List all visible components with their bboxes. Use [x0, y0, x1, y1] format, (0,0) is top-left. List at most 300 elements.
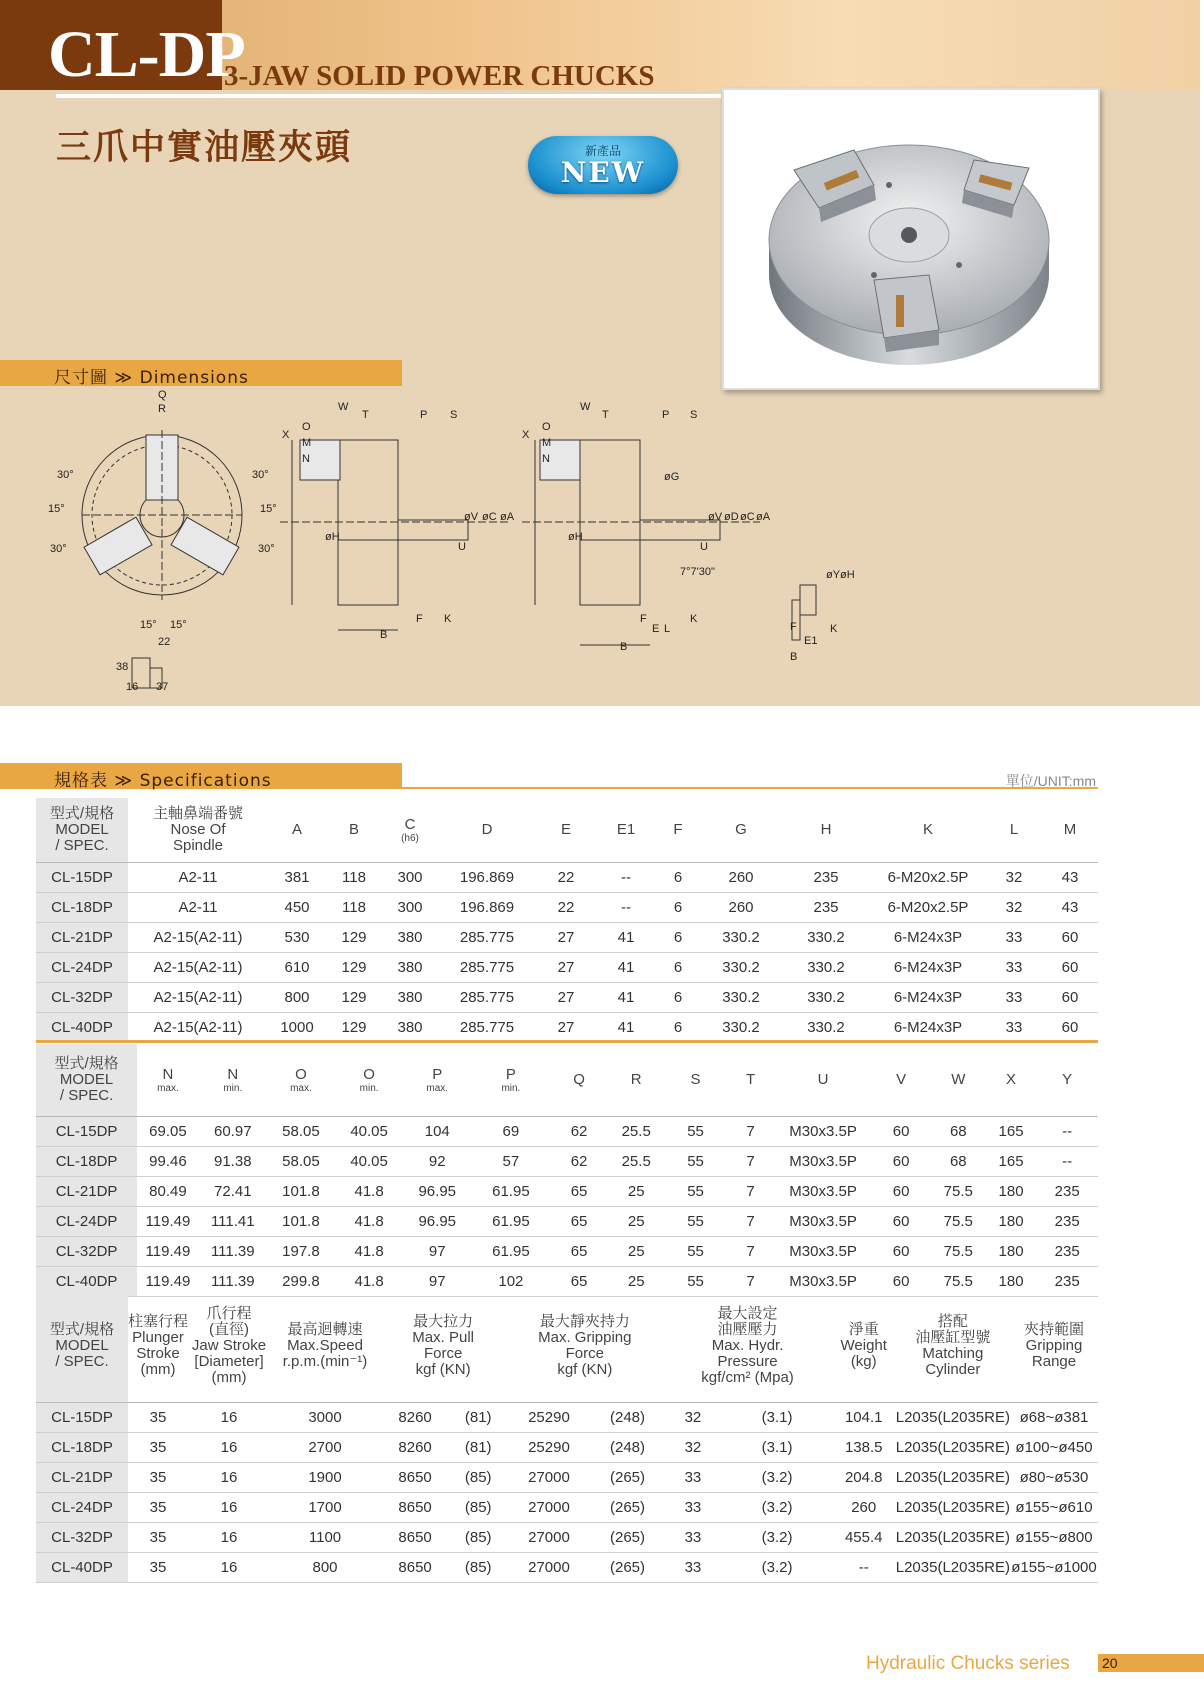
model-code: CL-DP: [48, 18, 245, 91]
table-cell: 180: [986, 1207, 1037, 1237]
table-cell: M30x3.5P: [775, 1147, 872, 1177]
table-cell: 8260: [380, 1433, 450, 1463]
table-cell: 8650: [380, 1553, 450, 1583]
table-cell: 55: [665, 1207, 727, 1237]
table-cell: 165: [986, 1117, 1037, 1147]
table-cell: 235: [1036, 1237, 1098, 1267]
table-cell: 16: [188, 1523, 270, 1553]
side1-label: M: [302, 437, 312, 449]
detail-label: øH: [840, 569, 855, 581]
table-cell: 41.8: [335, 1207, 403, 1237]
table-cell: ø68~ø381: [1010, 1403, 1098, 1433]
table-cell: 65: [550, 1237, 607, 1267]
table-cell: 58.05: [267, 1117, 335, 1147]
side2-label: F: [640, 613, 647, 625]
side1-label: øC: [482, 511, 497, 523]
table-cell: 1000: [268, 1013, 326, 1043]
front-label: 22: [158, 636, 171, 648]
table-cell: ø80~ø530: [1010, 1463, 1098, 1493]
front-label: 15°: [260, 503, 277, 515]
table-cell: 27000: [506, 1553, 591, 1583]
table-cell: 260: [700, 863, 782, 893]
table-cell: 6: [656, 863, 700, 893]
table-cell: 61.95: [471, 1177, 550, 1207]
col-header: 淨重 Weight (kg): [832, 1290, 896, 1403]
spec-table-2: [36, 1044, 1098, 1297]
title-en: 3-JAW SOLID POWER CHUCKS: [224, 60, 655, 92]
new-badge-small: 新產品: [584, 144, 621, 158]
table-cell: 65: [550, 1267, 607, 1297]
table-cell: 235: [782, 893, 870, 923]
side-view-2-labels: [522, 401, 771, 653]
table-cell: --: [1036, 1147, 1098, 1177]
table-cell: 2700: [270, 1433, 380, 1463]
table-cell: M30x3.5P: [775, 1237, 872, 1267]
table-cell: A2-11: [128, 893, 268, 923]
front-label: 30°: [252, 469, 269, 481]
side2-label: X: [522, 429, 530, 441]
col-header: 最大拉力 Max. Pull Force kgf (KN): [380, 1290, 506, 1403]
table-cell: 33: [986, 983, 1042, 1013]
table-cell: 43: [1042, 893, 1098, 923]
table-cell: 235: [1036, 1207, 1098, 1237]
table-cell: 60: [871, 1177, 930, 1207]
table-cell: (3.2): [722, 1463, 831, 1493]
table-cell: 138.5: [832, 1433, 896, 1463]
side1-label: F: [416, 613, 423, 625]
table-cell: 65: [550, 1207, 607, 1237]
table-cell: 180: [986, 1177, 1037, 1207]
table-row: [36, 1493, 1098, 1523]
table-cell: 40.05: [335, 1117, 403, 1147]
table-cell: 41: [596, 1013, 656, 1043]
side1-label: T: [362, 409, 369, 421]
table-cell: 8650: [380, 1463, 450, 1493]
table-cell: (81): [450, 1403, 506, 1433]
col-header: T: [726, 1044, 774, 1117]
table-cell: 62: [550, 1117, 607, 1147]
col-header: G: [700, 798, 782, 863]
table-cell: ø155~ø1000: [1010, 1553, 1098, 1583]
table-cell: 300: [382, 863, 438, 893]
table-cell: 27: [536, 1013, 596, 1043]
col-header: E1: [596, 798, 656, 863]
detail-label: B: [790, 651, 798, 663]
table-cell: 380: [382, 1013, 438, 1043]
table-cell: L2035(L2035RE): [896, 1463, 1010, 1493]
model-cell: CL-21DP: [36, 1177, 137, 1207]
table-cell: 41.8: [335, 1237, 403, 1267]
table-cell: 196.869: [438, 863, 536, 893]
col-header: N min.: [199, 1044, 267, 1117]
table-cell: 97: [403, 1237, 471, 1267]
table-cell: --: [1036, 1117, 1098, 1147]
model-cell: CL-15DP: [36, 863, 128, 893]
table-cell: 111.39: [199, 1267, 267, 1297]
table-cell: 25: [608, 1177, 665, 1207]
model-cell: CL-24DP: [36, 953, 128, 983]
col-header: S: [665, 1044, 727, 1117]
table-cell: 450: [268, 893, 326, 923]
col-header: A: [268, 798, 326, 863]
model-cell: CL-32DP: [36, 1237, 137, 1267]
col-header: L: [986, 798, 1042, 863]
table-cell: 7: [726, 1237, 774, 1267]
table-row: [36, 1433, 1098, 1463]
table-cell: 380: [382, 953, 438, 983]
table-cell: 41.8: [335, 1267, 403, 1297]
table-cell: 22: [536, 893, 596, 923]
table-cell: 96.95: [403, 1207, 471, 1237]
col-header: P min.: [471, 1044, 550, 1117]
table-cell: ø155~ø800: [1010, 1523, 1098, 1553]
table-cell: 60: [871, 1147, 930, 1177]
model-header: 型式/規格 MODEL / SPEC.: [36, 798, 128, 863]
col-header: W: [931, 1044, 986, 1117]
col-header: 搭配 油壓缸型號 Matching Cylinder: [896, 1290, 1010, 1403]
col-header: P max.: [403, 1044, 471, 1117]
table-cell: 55: [665, 1117, 727, 1147]
table-row: [36, 863, 1098, 893]
table-cell: 102: [471, 1267, 550, 1297]
table-cell: M30x3.5P: [775, 1177, 872, 1207]
table-cell: 330.2: [782, 1013, 870, 1043]
table-cell: 119.49: [137, 1237, 199, 1267]
table-cell: 32: [663, 1403, 722, 1433]
table-cell: 380: [382, 923, 438, 953]
col-header: M: [1042, 798, 1098, 863]
table-cell: 8260: [380, 1403, 450, 1433]
specs-rule: [402, 787, 1098, 789]
table-cell: 197.8: [267, 1237, 335, 1267]
front-label: 30°: [50, 543, 67, 555]
table-cell: 41: [596, 923, 656, 953]
table-cell: (265): [592, 1523, 664, 1553]
model-cell: CL-21DP: [36, 1463, 128, 1493]
table-cell: 119.49: [137, 1267, 199, 1297]
table-divider: [36, 1040, 1098, 1043]
table-cell: 35: [128, 1463, 188, 1493]
table-row: [36, 1207, 1098, 1237]
table-cell: 62: [550, 1147, 607, 1177]
table-cell: 118: [326, 863, 382, 893]
table-cell: (3.2): [722, 1523, 831, 1553]
model-cell: CL-40DP: [36, 1267, 137, 1297]
table-cell: 60: [1042, 923, 1098, 953]
table-header: [36, 1044, 1098, 1117]
front-view-drawing: [82, 430, 242, 688]
title-cn: 三爪中實油壓夾頭: [56, 128, 353, 168]
col-header: 最大設定 油壓壓力 Max. Hydr. Pressure kgf/cm² (Mpa): [663, 1290, 831, 1403]
col-header: Q: [550, 1044, 607, 1117]
col-header: U: [775, 1044, 872, 1117]
specs-section-bar: [0, 763, 402, 789]
model-cell: CL-40DP: [36, 1013, 128, 1043]
table-cell: 40.05: [335, 1147, 403, 1177]
table-cell: 16: [188, 1493, 270, 1523]
table-row: [36, 893, 1098, 923]
model-cell: CL-24DP: [36, 1207, 137, 1237]
table-row: [36, 1463, 1098, 1493]
table-cell: 1100: [270, 1523, 380, 1553]
table-cell: 68: [931, 1117, 986, 1147]
table-cell: 35: [128, 1553, 188, 1583]
side2-label: øC: [740, 511, 755, 523]
table-cell: ø100~ø450: [1010, 1433, 1098, 1463]
table-row: [36, 1553, 1098, 1583]
table-cell: 300: [382, 893, 438, 923]
table-cell: 33: [663, 1553, 722, 1583]
table-cell: (265): [592, 1463, 664, 1493]
side1-label: U: [458, 541, 466, 553]
table-cell: 43: [1042, 863, 1098, 893]
front-label: 15°: [140, 619, 157, 631]
table-cell: 32: [986, 863, 1042, 893]
table-cell: 235: [1036, 1267, 1098, 1297]
page-number: 20: [1098, 1654, 1204, 1672]
side1-label: W: [338, 401, 349, 413]
table-cell: 68: [931, 1147, 986, 1177]
table-row: [36, 1147, 1098, 1177]
table-cell: 75.5: [931, 1207, 986, 1237]
table-cell: 3000: [270, 1403, 380, 1433]
table-cell: 235: [1036, 1177, 1098, 1207]
front-label: 30°: [258, 543, 275, 555]
table-cell: 610: [268, 953, 326, 983]
table-cell: 16: [188, 1433, 270, 1463]
table-cell: (81): [450, 1433, 506, 1463]
side2-label: P: [662, 409, 670, 421]
table-cell: (85): [450, 1463, 506, 1493]
table-cell: M30x3.5P: [775, 1117, 872, 1147]
side2-label: L: [664, 623, 671, 635]
detail-label: øY: [826, 569, 841, 581]
model-cell: CL-32DP: [36, 983, 128, 1013]
unit-label: 單位/UNIT:mm: [1005, 773, 1096, 789]
col-header: 主軸鼻端番號 Nose Of Spindle: [128, 798, 268, 863]
table-cell: M30x3.5P: [775, 1267, 872, 1297]
table-cell: (85): [450, 1493, 506, 1523]
table-cell: 6-M24x3P: [870, 1013, 986, 1043]
side1-label: øH: [325, 531, 340, 543]
table-row: [36, 983, 1098, 1013]
table-cell: 75.5: [931, 1267, 986, 1297]
col-header: X: [986, 1044, 1037, 1117]
table-cell: 57: [471, 1147, 550, 1177]
table-cell: 25.5: [608, 1117, 665, 1147]
table-cell: 99.46: [137, 1147, 199, 1177]
table-row: [36, 1237, 1098, 1267]
table-cell: 41: [596, 953, 656, 983]
table-cell: 285.775: [438, 983, 536, 1013]
table-cell: ø155~ø610: [1010, 1493, 1098, 1523]
side2-label: W: [580, 401, 591, 413]
table-cell: 8650: [380, 1493, 450, 1523]
table-cell: 6: [656, 1013, 700, 1043]
table-cell: A2-15(A2-11): [128, 953, 268, 983]
table-cell: (85): [450, 1523, 506, 1553]
title-rule: [56, 94, 721, 98]
col-header: O min.: [335, 1044, 403, 1117]
table-cell: 60: [871, 1237, 930, 1267]
table-cell: 60: [1042, 1013, 1098, 1043]
table-cell: 330.2: [700, 923, 782, 953]
table-cell: 104.1: [832, 1403, 896, 1433]
spec-table-3: [36, 1290, 1098, 1583]
table-row: [36, 953, 1098, 983]
side1-label: P: [420, 409, 428, 421]
side2-label: øV: [708, 511, 723, 523]
model-cell: CL-18DP: [36, 1147, 137, 1177]
table-cell: 6-M24x3P: [870, 983, 986, 1013]
col-header: 最高迴轉速 Max.Speed r.p.m.(min⁻¹): [270, 1290, 380, 1403]
side1-label: øV: [464, 511, 479, 523]
table-cell: 235: [782, 863, 870, 893]
front-label: 37: [156, 681, 169, 693]
side1-label: S: [450, 409, 458, 421]
table-cell: 33: [663, 1493, 722, 1523]
table-cell: 380: [382, 983, 438, 1013]
table-cell: 22: [536, 863, 596, 893]
table-cell: (3.1): [722, 1403, 831, 1433]
table-cell: (265): [592, 1493, 664, 1523]
table-cell: --: [832, 1553, 896, 1583]
side1-label: øA: [500, 511, 515, 523]
front-label: 15°: [48, 503, 65, 515]
side2-label: øA: [756, 511, 771, 523]
table-cell: 7: [726, 1177, 774, 1207]
side2-label: N: [542, 453, 550, 465]
table-cell: 69.05: [137, 1117, 199, 1147]
table-cell: 25: [608, 1207, 665, 1237]
table-cell: 129: [326, 923, 382, 953]
side2-label: S: [690, 409, 698, 421]
table-cell: 285.775: [438, 953, 536, 983]
table-cell: 16: [188, 1463, 270, 1493]
table-cell: 55: [665, 1267, 727, 1297]
side-view-1-drawing: [280, 440, 510, 630]
table-cell: 80.49: [137, 1177, 199, 1207]
table-cell: 72.41: [199, 1177, 267, 1207]
table-cell: 35: [128, 1403, 188, 1433]
table-cell: 6-M20x2.5P: [870, 863, 986, 893]
table-row: [36, 1117, 1098, 1147]
table-cell: 8650: [380, 1523, 450, 1553]
table-cell: 97: [403, 1267, 471, 1297]
new-badge: [528, 136, 678, 194]
model-cell: CL-40DP: [36, 1553, 128, 1583]
front-label: 38: [116, 661, 129, 673]
table-cell: M30x3.5P: [775, 1207, 872, 1237]
table-cell: 7: [726, 1207, 774, 1237]
table-row: [36, 1177, 1098, 1207]
table-cell: A2-15(A2-11): [128, 1013, 268, 1043]
side2-label: O: [542, 421, 551, 433]
table-cell: (248): [592, 1403, 664, 1433]
table-cell: 33: [986, 953, 1042, 983]
table-cell: L2035(L2035RE): [896, 1433, 1010, 1463]
col-header: N max.: [137, 1044, 199, 1117]
col-header: O max.: [267, 1044, 335, 1117]
table-row: [36, 1523, 1098, 1553]
table-cell: (265): [592, 1553, 664, 1583]
dimensions-label: 尺寸圖 ≫ Dimensions: [54, 368, 249, 388]
table-cell: 55: [665, 1177, 727, 1207]
side1-label: B: [380, 629, 388, 641]
front-label: 30°: [57, 469, 74, 481]
table-cell: 104: [403, 1117, 471, 1147]
dimensions-section-bar: [0, 360, 402, 386]
table-cell: 25: [608, 1267, 665, 1297]
table-cell: 55: [665, 1237, 727, 1267]
table-cell: L2035(L2035RE): [896, 1523, 1010, 1553]
table-header: [36, 1290, 1098, 1403]
detail-label: F: [790, 621, 797, 633]
table-cell: 32: [663, 1433, 722, 1463]
table-cell: (85): [450, 1553, 506, 1583]
table-cell: 55: [665, 1147, 727, 1177]
front-label: Q: [158, 389, 167, 401]
col-header: F: [656, 798, 700, 863]
table-row: [36, 1013, 1098, 1043]
col-header: V: [871, 1044, 930, 1117]
table-cell: 75.5: [931, 1237, 986, 1267]
table-cell: 75.5: [931, 1177, 986, 1207]
table-cell: (248): [592, 1433, 664, 1463]
model-cell: CL-18DP: [36, 893, 128, 923]
detail-label: K: [830, 623, 838, 635]
table-cell: 204.8: [832, 1463, 896, 1493]
table-cell: 6: [656, 953, 700, 983]
table-cell: 41.8: [335, 1177, 403, 1207]
table-cell: 180: [986, 1267, 1037, 1297]
side2-label: øG: [664, 471, 680, 483]
dimension-drawings: [40, 389, 870, 700]
side1-label: X: [282, 429, 290, 441]
side2-label: 7°7'30": [680, 566, 715, 578]
table-cell: 530: [268, 923, 326, 953]
table-cell: 6: [656, 923, 700, 953]
side2-label: U: [700, 541, 708, 553]
model-cell: CL-32DP: [36, 1523, 128, 1553]
detail-label: E1: [804, 635, 818, 647]
table-cell: 65: [550, 1177, 607, 1207]
table-row: [36, 923, 1098, 953]
table-cell: --: [596, 893, 656, 923]
front-label: 16: [126, 681, 139, 693]
table-cell: 25290: [506, 1403, 591, 1433]
front-label: R: [158, 403, 166, 415]
table-cell: 32: [986, 893, 1042, 923]
table-cell: A2-15(A2-11): [128, 983, 268, 1013]
side1-label: N: [302, 453, 310, 465]
col-header: D: [438, 798, 536, 863]
table-cell: 35: [128, 1433, 188, 1463]
table-cell: 27000: [506, 1523, 591, 1553]
side2-label: K: [690, 613, 698, 625]
table-cell: 260: [832, 1493, 896, 1523]
col-header: 最大靜夾持力 Max. Gripping Force kgf (KN): [506, 1290, 663, 1403]
table-cell: 27000: [506, 1493, 591, 1523]
table-cell: 800: [270, 1553, 380, 1583]
table-cell: L2035(L2035RE): [896, 1403, 1010, 1433]
model-cell: CL-15DP: [36, 1403, 128, 1433]
table-cell: 330.2: [700, 1013, 782, 1043]
table-cell: 196.869: [438, 893, 536, 923]
model-cell: CL-21DP: [36, 923, 128, 953]
table-cell: L2035(L2035RE): [896, 1553, 1010, 1583]
table-cell: 101.8: [267, 1177, 335, 1207]
